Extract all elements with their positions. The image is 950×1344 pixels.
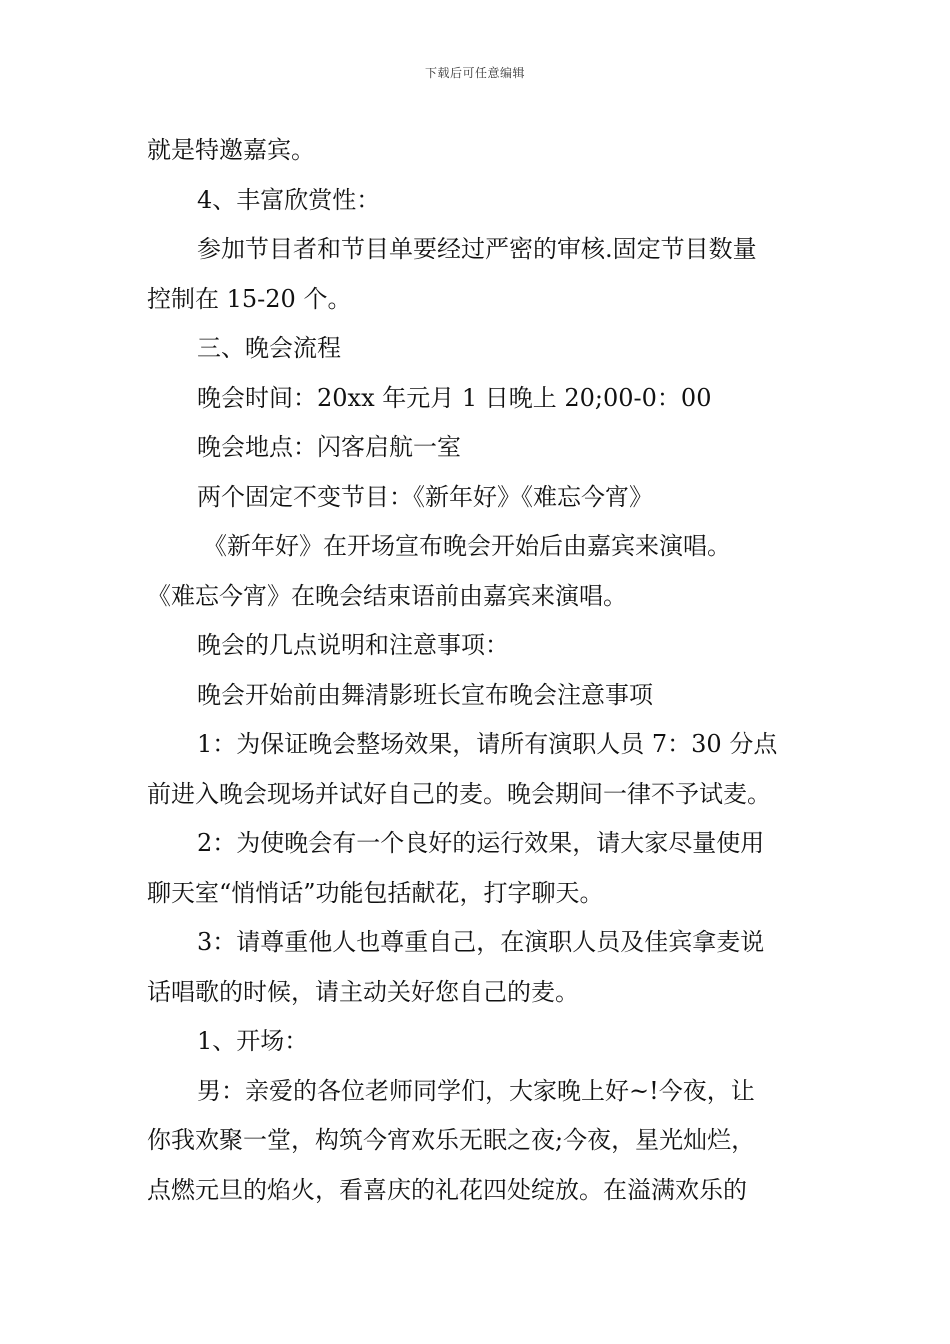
text-line: 2：为使晚会有一个良好的运行效果，请大家尽量使用 (197, 829, 765, 857)
text-line: 你我欢聚一堂，构筑今宵欢乐无眠之夜;今夜，星光灿烂， (147, 1126, 756, 1154)
text-line: 4、丰富欣赏性： (197, 185, 381, 214)
text-line: 点燃元旦的焰火，看喜庆的礼花四处绽放。在溢满欢乐的 (147, 1175, 747, 1204)
text-line: 《难忘今宵》在晚会结束语前由嘉宾来演唱。 (147, 581, 627, 610)
text-line: 参加节目者和节目单要经过严密的审核.固定节目数量 (197, 235, 757, 263)
text-line: 《新年好》在开场宣布晚会开始后由嘉宾来演唱。 (203, 532, 731, 560)
text-line: 晚会开始前由舞清影班长宣布晚会注意事项 (197, 680, 653, 709)
text-line: 1、开场： (197, 1027, 309, 1055)
text-line: 晚会的几点说明和注意事项： (197, 631, 509, 659)
text-line: 晚会地点：闪客启航一室 (197, 433, 461, 461)
text-line: 晚会时间：20xx 年元月 1 日晚上 20;00-0：00 (197, 383, 712, 412)
text-line: 三、晚会流程 (197, 334, 341, 362)
text-line: 就是特邀嘉宾。 (147, 136, 315, 164)
text-line: 3：请尊重他人也尊重自己，在演职人员及佳宾拿麦说 (197, 928, 765, 956)
page-header: 下载后可任意编辑 (424, 66, 525, 80)
text-line: 话唱歌的时候，请主动关好您自己的麦。 (147, 977, 579, 1006)
text-line: 1：为保证晚会整场效果，请所有演职人员 7：30 分点 (197, 730, 778, 758)
text-line: 两个固定不变节目：《新年好》《难忘今宵》 (197, 482, 653, 511)
text-line: 控制在 15-20 个。 (147, 284, 352, 313)
document-body (147, 126, 815, 1215)
text-line: 聊天室“悄悄话”功能包括献花，打字聊天。 (147, 878, 604, 907)
text-line: 男：亲爱的各位老师同学们，大家晚上好~!今夜，让 (197, 1076, 755, 1105)
text-line: 前进入晚会现场并试好自己的麦。晚会期间一律不予试麦。 (147, 779, 771, 808)
